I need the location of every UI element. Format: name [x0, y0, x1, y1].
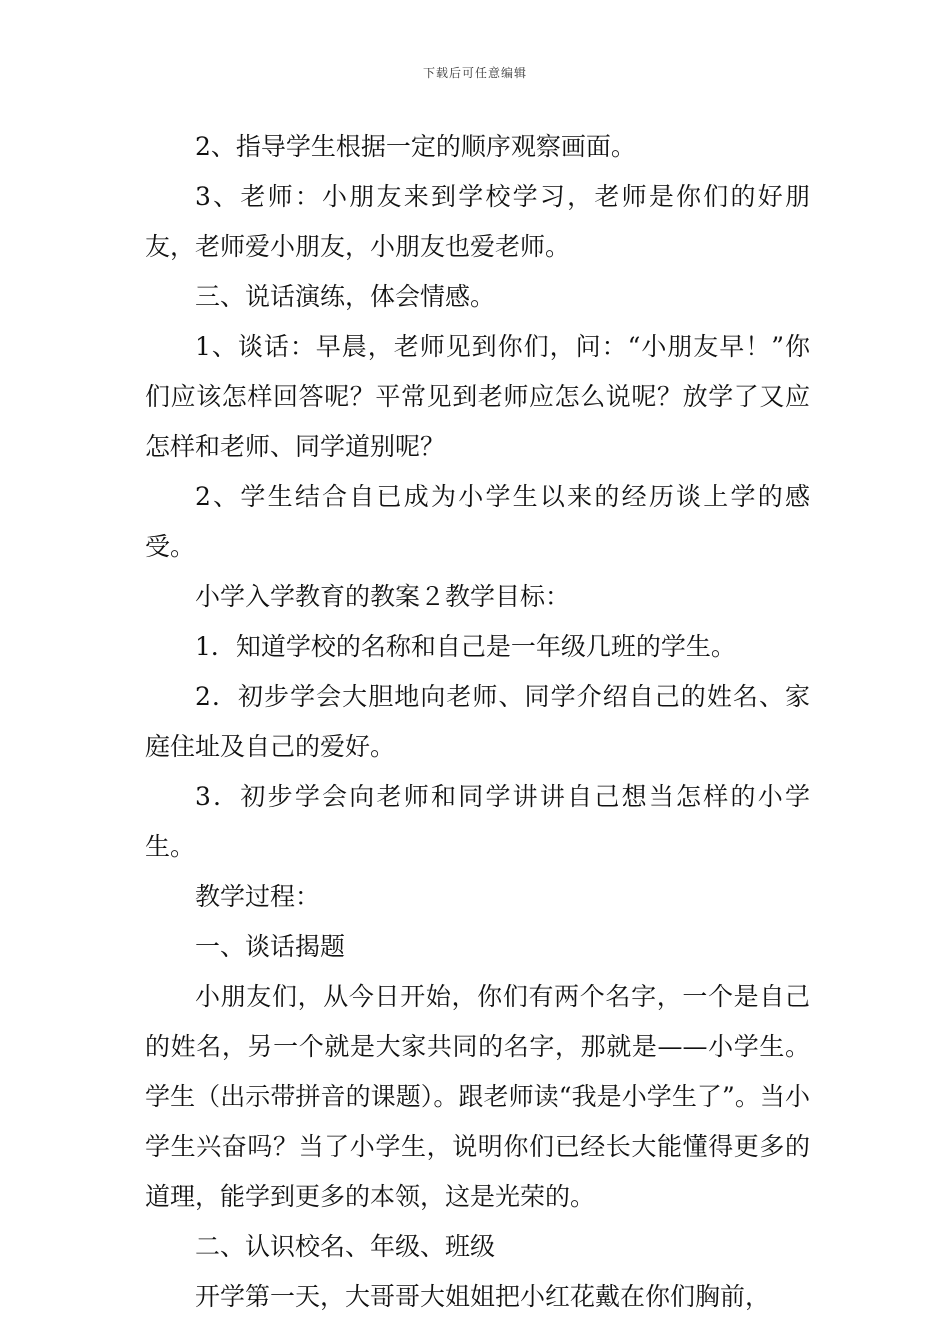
paragraph: 3、老师：小朋友来到学校学习，老师是你们的好朋友，老师爱小朋友，小朋友也爱老师。 — [145, 182, 810, 261]
section-heading: 教学过程： — [195, 882, 321, 911]
paragraph: 小朋友们，从今日开始，你们有两个名字，一个是自己的姓名，另一个就是大家共同的名字，那就是——小学生。学生（出示带拼音的课题）。跟老师读“我是小学生了”。当小学生兴奋吗？当了小学生，说明你们已经长大能懂得更多的道理，能学到更多的本领，这是光荣的。 — [145, 982, 810, 1211]
section-heading: 一、谈话揭题 — [195, 932, 346, 961]
page-header: 下载后可任意编辑 — [422, 66, 527, 80]
paragraph: 1、谈话：早晨，老师见到你们，问：“小朋友早！”你们应该怎样回答呢？平常见到老师应怎么说呢？放学了又应怎样和老师、同学道别呢？ — [145, 332, 810, 461]
lesson-title: 小学入学教育的教案２教学目标： — [195, 582, 571, 611]
paragraph: 2、指导学生根据一定的顺序观察画面。 — [195, 132, 636, 161]
paragraph: 开学第一天，大哥哥大姐姐把小红花戴在你们胸前， — [195, 1282, 771, 1311]
objective-item: 3．初步学会向老师和同学讲讲自己想当怎样的小学生。 — [145, 782, 810, 861]
objective-item: 2．初步学会大胆地向老师、同学介绍自己的姓名、家庭住址及自己的爱好。 — [145, 682, 810, 761]
section-heading: 三、说话演练，体会情感。 — [195, 282, 496, 311]
objective-item: 1．知道学校的名称和自己是一年级几班的学生。 — [195, 632, 736, 661]
section-heading: 二、认识校名、年级、班级 — [195, 1232, 496, 1261]
document-body — [145, 122, 810, 1322]
paragraph: 2、学生结合自已成为小学生以来的经历谈上学的感受。 — [145, 482, 810, 561]
